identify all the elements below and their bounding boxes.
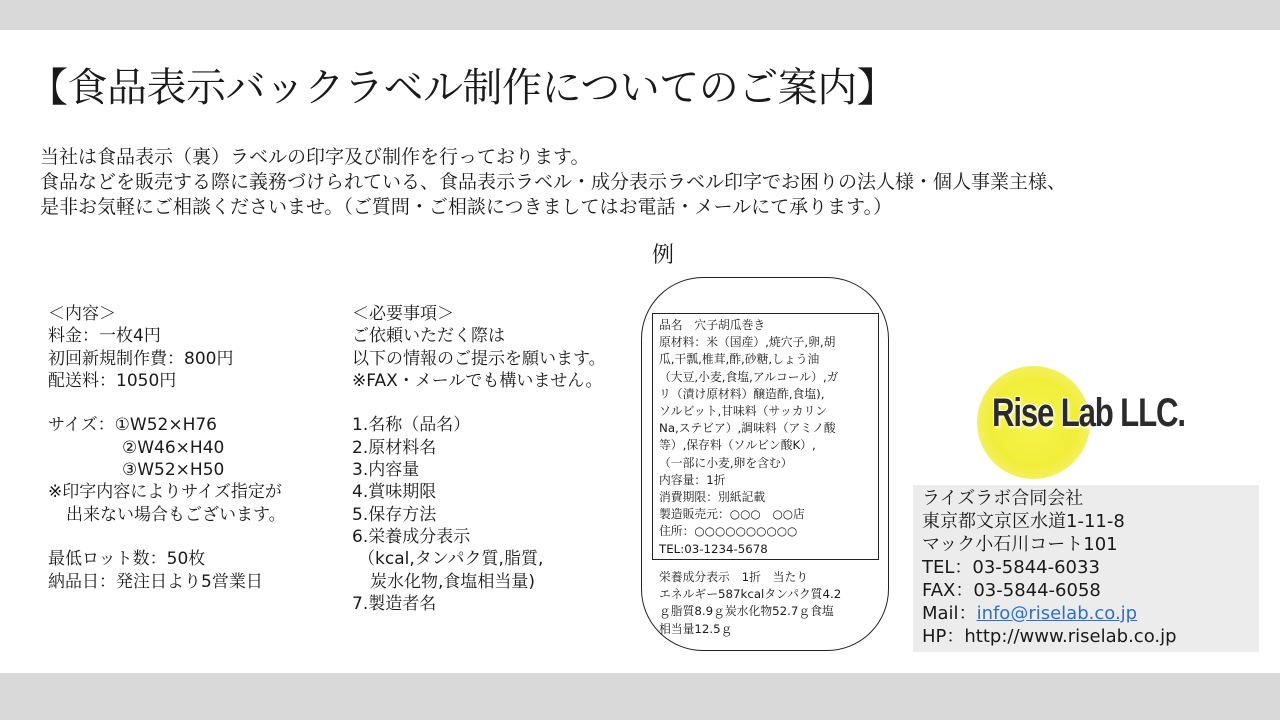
label-line: 原材料：米（国産）,焼穴子,卵,胡 xyxy=(659,335,836,350)
requirement-item: 4.賞味期限 xyxy=(352,482,437,503)
label-line: 内容量：1折 xyxy=(659,472,726,487)
company-address: 東京都文京区水道1-11-8 xyxy=(922,511,1125,532)
label-line: 住所：○○○○○○○○○○ xyxy=(659,524,798,539)
shipping-line: 配送料：1050円 xyxy=(48,370,177,391)
company-fax: FAX：03-5844-6058 xyxy=(922,580,1101,601)
requirement-item: 3.内容量 xyxy=(352,460,420,481)
company-hp: HP：http://www.riselab.co.jp xyxy=(922,626,1177,647)
size-line: ③W52×H50 xyxy=(122,460,225,481)
company-address: マック小石川コート101 xyxy=(922,534,1118,555)
requirement-item: 2.原材料名 xyxy=(352,437,437,458)
intro-line: 是非お気軽にご相談くださいませ。（ご質問・ご相談につきましてはお電話・メールにて承ります。） xyxy=(40,196,893,218)
nutrition-line: ｇ脂質8.9ｇ炭水化物52.7ｇ食塩 xyxy=(659,604,834,619)
label-line: TEL:03-1234-5678 xyxy=(659,541,768,556)
spacer xyxy=(48,526,328,548)
nutrition-line: 相当量12.5ｇ xyxy=(659,621,733,636)
company-logo: Rise Lab LLC. xyxy=(992,391,1185,435)
size-line: ②W46×H40 xyxy=(122,437,225,458)
company-info xyxy=(913,485,1259,652)
size-note: ※印字内容によりサイズ指定が xyxy=(48,482,282,503)
requirements-section xyxy=(352,303,642,615)
bottom-band xyxy=(0,673,1280,720)
spacer xyxy=(352,392,642,414)
requirements-text: ※FAX・メールでも構いません。 xyxy=(352,370,603,391)
label-line: 等）,保存料（ソルビン酸K）, xyxy=(659,438,816,453)
mail-link[interactable]: info@riselab.co.jp xyxy=(976,603,1138,624)
company-tel: TEL：03-5844-6033 xyxy=(922,557,1100,578)
label-line: リ（漬け原材料）醸造酢,食塩), xyxy=(659,386,825,401)
label-line: 消費期限：別紙記載 xyxy=(659,490,766,505)
requirements-text: 以下の情報のご提示を願います。 xyxy=(352,348,606,369)
page-title: 【食品表示バックラベル制作についてのご案内】 xyxy=(28,65,897,111)
company-name: ライズラボ合同会社 xyxy=(922,488,1084,509)
label-line: ソルビット,甘味料（サッカリン xyxy=(659,404,828,419)
nutrition-line: エネルギー587kcalタンパク質4.2 xyxy=(659,587,842,602)
label-line: （一部に小麦,卵を含む） xyxy=(659,455,793,470)
intro-line: 食品などを販売する際に義務づけられている、食品表示ラベル・成分表示ラベル印字でお困りの法人様・個人事業主様、 xyxy=(40,171,1067,193)
requirement-item: 6.栄養成分表示 xyxy=(352,526,471,547)
label-line: 瓜,干瓢,椎茸,酢,砂糖,しょう油 xyxy=(659,352,820,367)
intro-text xyxy=(40,145,1240,220)
requirement-item: 5.保存方法 xyxy=(352,504,437,525)
size-line: サイズ：①W52×H76 xyxy=(48,415,217,436)
requirements-text: ご依頼いただく際は xyxy=(352,326,505,347)
requirements-heading: ＜必要事項＞ xyxy=(352,304,454,324)
price-line: 料金：一枚4円 xyxy=(48,326,161,347)
min-lot-line: 最低ロット数：50枚 xyxy=(48,549,206,570)
nutrition-line: 栄養成分表示 1折 当たり xyxy=(659,570,809,584)
label-line: （大豆,小麦,食塩,アルコール）,ガ xyxy=(659,369,839,384)
requirement-item: 1.名称（品名） xyxy=(352,415,471,436)
size-note: 出来ない場合もございます。 xyxy=(66,504,286,525)
spacer xyxy=(48,392,328,414)
label-line: 品名 穴子胡瓜巻き xyxy=(659,318,766,332)
example-label-box xyxy=(652,313,879,560)
mail-label: Mail： xyxy=(922,603,977,624)
requirement-subitem: （kcal,タンパク質,脂質, xyxy=(358,549,544,570)
intro-line: 当社は食品表示（裏）ラベルの印字及び制作を行っております。 xyxy=(40,146,590,168)
label-line: 製造販売元：○○○ ○○店 xyxy=(659,507,805,522)
requirement-subitem: 炭水化物,食塩相当量) xyxy=(370,571,536,592)
label-line: Na,ステビア）,調味料（アミノ酸 xyxy=(659,421,836,436)
contents-section xyxy=(48,303,328,593)
contents-heading: ＜内容＞ xyxy=(48,304,116,324)
company-mail-row xyxy=(922,602,1249,625)
delivery-line: 納品日：発注日より5営業日 xyxy=(48,571,263,592)
first-fee-line: 初回新規制作費：800円 xyxy=(48,348,234,369)
requirement-item: 7.製造者名 xyxy=(352,593,437,614)
example-title: 例 xyxy=(652,243,675,268)
example-nutrition xyxy=(659,569,881,638)
top-band xyxy=(0,0,1280,30)
